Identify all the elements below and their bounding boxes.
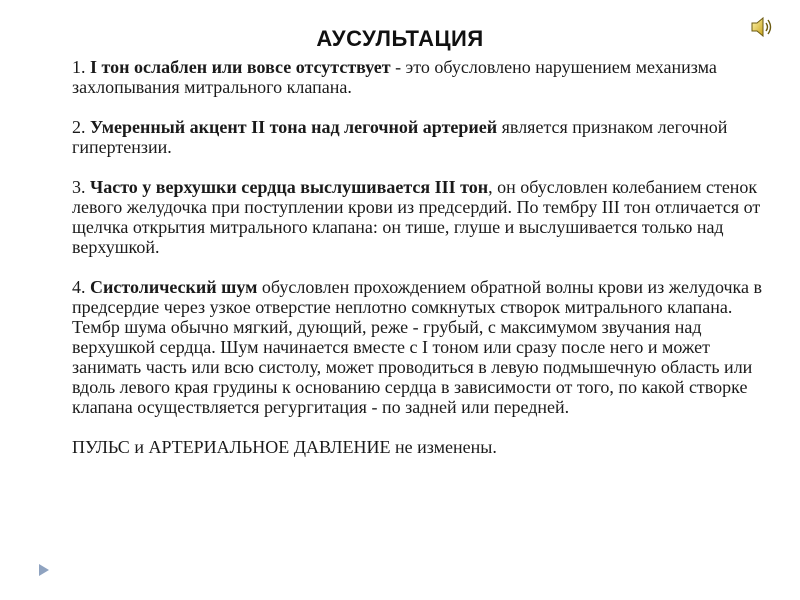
speaker-icon[interactable] — [748, 14, 774, 40]
paragraph-number: 3. — [72, 177, 90, 197]
paragraph-text: является признаком легочной гипертензии. — [72, 117, 728, 157]
paragraph-bold-lead: I тон ослаблен или вовсе отсутствует — [90, 57, 391, 77]
slide-title: АУСУЛЬТАЦИЯ — [316, 26, 484, 51]
paragraph-2 — [72, 117, 772, 157]
paragraph-text: - это обусловлено нарушением механизма захлопывания митрального клапана. — [72, 57, 717, 97]
paragraph-4 — [72, 277, 772, 417]
paragraph-bold-lead: Систолический шум — [90, 277, 258, 297]
paragraph-number: 2. — [72, 117, 90, 137]
paragraph-bold-lead: Умеренный акцент II тона над легочной артерией — [90, 117, 498, 137]
paragraph-number: 4. — [72, 277, 90, 297]
paragraph-3 — [72, 177, 772, 257]
triangle-right-icon[interactable] — [38, 563, 50, 577]
slide-content — [72, 57, 772, 477]
paragraph-number: 1. — [72, 57, 90, 77]
paragraph-text: , он обусловлен колебанием стенок левого желудочка при поступлении крови из предсердий. По тембру III тон отличается от щелчка открытия митрального клапана: он тише, глуше и выслушивается только над верхушкой. — [72, 177, 761, 257]
paragraph-bold-lead: Часто у верхушки сердца выслушивается III тон — [90, 177, 489, 197]
footer-note: ПУЛЬС и АРТЕРИАЛЬНОЕ ДАВЛЕНИЕ не изменены. — [72, 437, 497, 457]
paragraph-1 — [72, 57, 772, 97]
paragraph-text: обусловлен прохождением обратной волны крови из желудочка в предсердие через узкое отверстие неплотно сомкнутых створок митрального клапана. Тембр шума обычно мягкий, дующий, реже - грубый, с максимумом звучания над верхушкой сердца. Шум начинается вместе с I тоном или сразу после него и может занимать часть или всю систолу, может проводиться в левую подмышечную область или вдоль левого края грудины к основанию сердца в зависимости от того, по какой створке клапана осуществляется регургитация - по задней или передней. — [72, 277, 763, 417]
